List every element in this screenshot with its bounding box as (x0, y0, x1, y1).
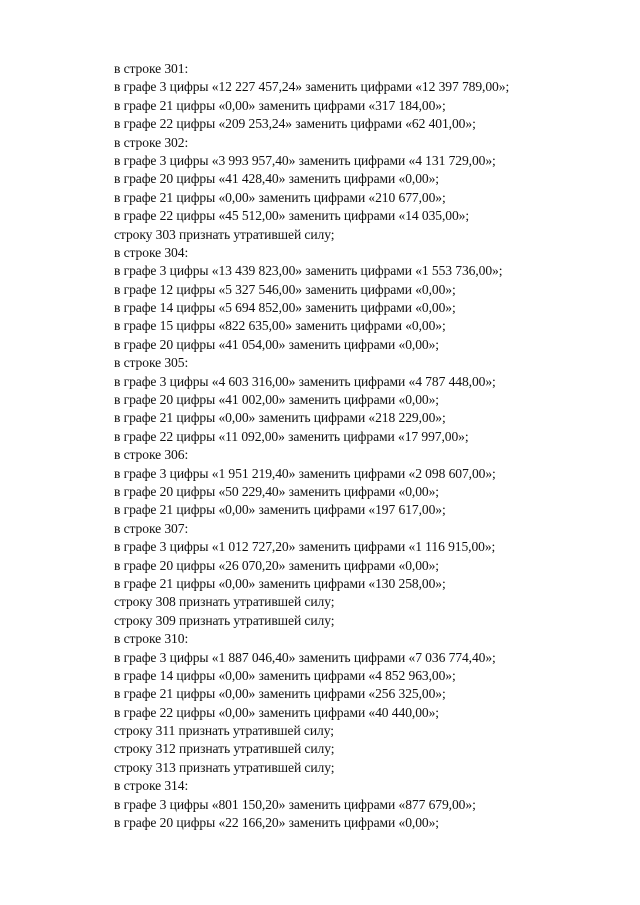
text-line: в строке 306: (114, 447, 189, 463)
text-line: в графе 14 цифры «0,00» заменить цифрами «4 852 963,00»; (114, 667, 456, 683)
text-line: в графе 3 цифры «801 150,20» заменить цифрами «877 679,00»; (114, 796, 476, 812)
text-line: в графе 20 цифры «50 229,40» заменить цифрами «0,00»; (114, 483, 439, 499)
document-page (114, 60, 614, 832)
text-line: в графе 20 цифры «41 428,40» заменить цифрами «0,00»; (114, 171, 439, 187)
text-line: в графе 21 цифры «0,00» заменить цифрами «256 325,00»; (114, 686, 446, 702)
text-line: строку 308 признать утратившей силу; (114, 594, 335, 610)
text-line: в строке 310: (114, 631, 189, 647)
text-line: в графе 20 цифры «41 054,00» заменить цифрами «0,00»; (114, 336, 439, 352)
text-line: в строке 314: (114, 778, 189, 794)
text-line: в графе 3 цифры «13 439 823,00» заменить цифрами «1 553 736,00»; (114, 263, 503, 279)
text-line: в графе 3 цифры «4 603 316,00» заменить цифрами «4 787 448,00»; (114, 373, 496, 389)
text-line: в графе 3 цифры «1 951 219,40» заменить цифрами «2 098 607,00»; (114, 465, 496, 481)
text-line: в графе 14 цифры «5 694 852,00» заменить цифрами «0,00»; (114, 300, 456, 316)
text-line: строку 312 признать утратившей силу; (114, 741, 335, 757)
text-line: в графе 3 цифры «1 887 046,40» заменить цифрами «7 036 774,40»; (114, 649, 496, 665)
text-line: в графе 3 цифры «3 993 957,40» заменить цифрами «4 131 729,00»; (114, 152, 496, 168)
text-line: в графе 22 цифры «45 512,00» заменить цифрами «14 035,00»; (114, 208, 470, 224)
text-line: в строке 307: (114, 520, 189, 536)
text-line: в графе 22 цифры «0,00» заменить цифрами «40 440,00»; (114, 704, 439, 720)
text-line: в строке 302: (114, 134, 189, 150)
text-line: в графе 21 цифры «0,00» заменить цифрами «218 229,00»; (114, 410, 446, 426)
text-line: в графе 12 цифры «5 327 546,00» заменить цифрами «0,00»; (114, 281, 456, 297)
text-line: в строке 301: (114, 61, 189, 76)
text-line: в графе 15 цифры «822 635,00» заменить цифрами «0,00»; (114, 318, 446, 334)
text-line: строку 311 признать утратившей силу; (114, 723, 334, 739)
text-line: в графе 20 цифры «22 166,20» заменить цифрами «0,00»; (114, 815, 439, 831)
text-line: в графе 21 цифры «0,00» заменить цифрами «130 258,00»; (114, 575, 446, 591)
text-line: строку 313 признать утратившей силу; (114, 759, 335, 775)
text-line: в графе 20 цифры «26 070,20» заменить цифрами «0,00»; (114, 557, 439, 573)
text-line: в графе 3 цифры «12 227 457,24» заменить цифрами «12 397 789,00»; (114, 79, 510, 95)
text-line: в строке 304: (114, 244, 189, 260)
text-line: в графе 21 цифры «0,00» заменить цифрами «210 677,00»; (114, 189, 446, 205)
text-line: в графе 20 цифры «41 002,00» заменить цифрами «0,00»; (114, 392, 439, 408)
text-line: в графе 22 цифры «209 253,24» заменить цифрами «62 401,00»; (114, 116, 476, 132)
text-line: строку 303 признать утратившей силу; (114, 226, 335, 242)
text-line: в строке 305: (114, 355, 189, 371)
text-line: в графе 21 цифры «0,00» заменить цифрами «197 617,00»; (114, 502, 446, 518)
text-line: строку 309 признать утратившей силу; (114, 612, 335, 628)
text-line: в графе 22 цифры «11 092,00» заменить цифрами «17 997,00»; (114, 428, 469, 444)
text-line: в графе 3 цифры «1 012 727,20» заменить цифрами «1 116 915,00»; (114, 539, 496, 555)
text-line: в графе 21 цифры «0,00» заменить цифрами «317 184,00»; (114, 97, 446, 113)
